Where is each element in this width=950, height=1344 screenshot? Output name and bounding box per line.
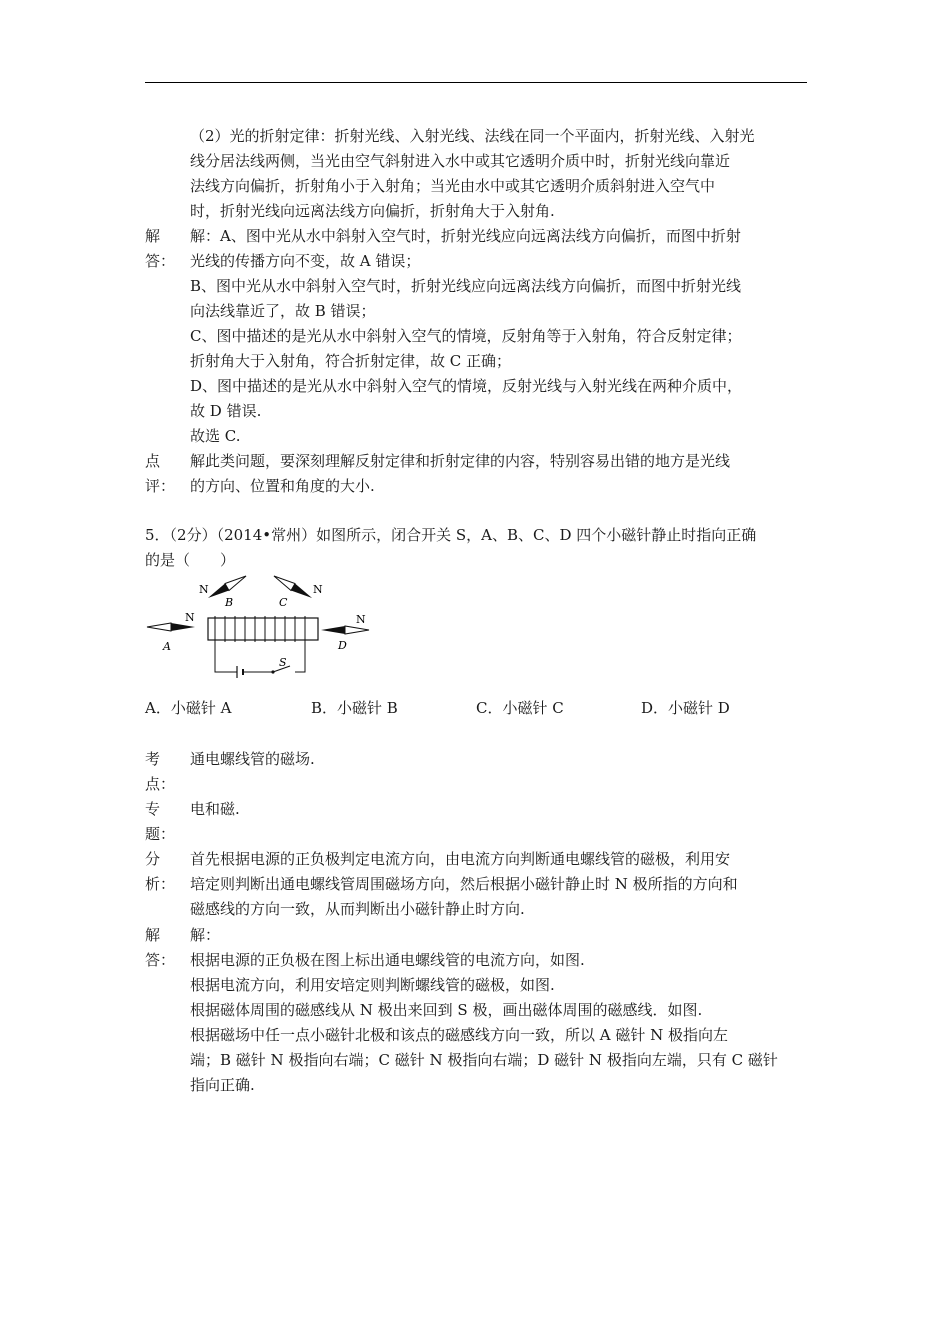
needle-b-n-label: N (199, 583, 209, 596)
subject-label-2: 题： (145, 825, 176, 843)
needle-a (147, 623, 195, 631)
option-c: C．小磁针 C (476, 699, 564, 717)
solution-line: 根据磁体周围的磁感线从 N 极出来回到 S 极，画出磁体周围的磁感线．如图. (190, 1001, 703, 1019)
solution-line: 根据电流方向，利用安培定则判断螺线管的磁极，如图. (190, 976, 555, 994)
question-stem-line-1: 5．（2分）（2014•常州）如图所示，闭合开关 S，A、B、C、D 四个小磁针静止时指向正确 (145, 526, 757, 544)
topic-label-1: 考 (145, 750, 161, 768)
analysis-label-1: 分 (145, 850, 161, 868)
solution-line: 指向正确. (190, 1076, 255, 1094)
option-d: D．小磁针 D (641, 699, 730, 717)
subject-text: 电和磁. (190, 800, 240, 818)
answer-line: 故 D 错误. (190, 402, 262, 420)
law-line-2: 线分居法线两侧，当光由空气斜射进入水中或其它透明介质中时，折射光线向靠近 (190, 152, 731, 170)
subject-label-1: 专 (145, 800, 161, 818)
switch-pivot (271, 670, 274, 673)
answer-line: C、图中描述的是光从水中斜射入空气的情境，反射角等于入射角，符合反射定律； (190, 327, 742, 345)
comment-line: 解此类问题，要深刻理解反射定律和折射定律的内容，特别容易出错的地方是光线 (190, 452, 731, 470)
solution-line: 端；B 磁针 N 极指向右端；C 磁针 N 极指向右端；D 磁针 N 极指向左端，只有 C 磁针 (190, 1051, 778, 1069)
law-line-4: 时，折射光线向远离法线方向偏折，折射角大于入射角. (190, 202, 555, 220)
needle-a-n-label: N (185, 611, 195, 624)
analysis-line: 磁感线的方向一致，从而判断出小磁针静止时方向. (190, 900, 525, 918)
question-stem-line-2: 的是（ ） (145, 551, 236, 569)
topic-text: 通电螺线管的磁场. (190, 750, 315, 768)
solution-label-1: 解 (145, 926, 161, 944)
answer-line: 折射角大于入射角，符合折射定律，故 C 正确； (190, 352, 512, 370)
solenoid-coil (215, 616, 305, 642)
law-line-1: （2）光的折射定律：折射光线、入射光线、法线在同一个平面内，折射光线、入射光 (190, 127, 755, 145)
answer-line: 向法线靠近了，故 B 错误； (190, 302, 376, 320)
needle-a-label: A (163, 640, 171, 653)
option-a: A．小磁针 A (145, 699, 232, 717)
analysis-label-2: 析： (145, 875, 176, 893)
needle-b-label: B (225, 596, 234, 609)
solution-line: 根据磁场中任一点小磁针北极和该点的磁感线方向一致，所以 A 磁针 N 极指向左 (190, 1026, 729, 1044)
analysis-line: 培定则判断出通电螺线管周围磁场方向，然后根据小磁针静止时 N 极所指的方向和 (190, 875, 738, 893)
circuit-wire (215, 640, 305, 672)
answer-line: B、图中光从水中斜射入空气时，折射光线应向远离法线方向偏折，而图中折射光线 (190, 277, 742, 295)
solution-line: 解： (190, 926, 221, 944)
comment-label-2: 评： (145, 477, 176, 495)
needle-d-n-label: N (356, 613, 366, 626)
switch-label: S (279, 656, 287, 669)
solenoid-compass-figure (145, 574, 375, 686)
answer-line: 光线的传播方向不变，故 A 错误； (190, 252, 421, 270)
answer-line: 故选 C. (190, 427, 241, 445)
needle-d-label: D (338, 639, 347, 652)
needle-c-label: C (279, 596, 288, 609)
header-rule (145, 82, 807, 83)
comment-label-1: 点 (145, 452, 161, 470)
option-b: B．小磁针 B (311, 699, 398, 717)
answer-label-2: 答： (145, 252, 176, 270)
topic-label-2: 点： (145, 775, 176, 793)
comment-line: 的方向、位置和角度的大小. (190, 477, 375, 495)
analysis-line: 首先根据电源的正负极判定电流方向，由电流方向判断通电螺线管的磁极，利用安 (190, 850, 731, 868)
needle-c-n-label: N (313, 583, 323, 596)
solution-line: 根据电源的正负极在图上标出通电螺线管的电流方向，如图. (190, 951, 585, 969)
answer-label-1: 解 (145, 227, 161, 245)
answer-line: D、图中描述的是光从水中斜射入空气的情境，反射光线与入射光线在两种介质中， (190, 377, 743, 395)
law-line-3: 法线方向偏折，折射角小于入射角；当光由水中或其它透明介质斜射进入空气中 (190, 177, 716, 195)
needle-d (321, 626, 369, 634)
answer-line: 解：A、图中光从水中斜射入空气时，折射光线应向远离法线方向偏折，而图中折射 (190, 227, 741, 245)
solution-label-2: 答： (145, 951, 176, 969)
